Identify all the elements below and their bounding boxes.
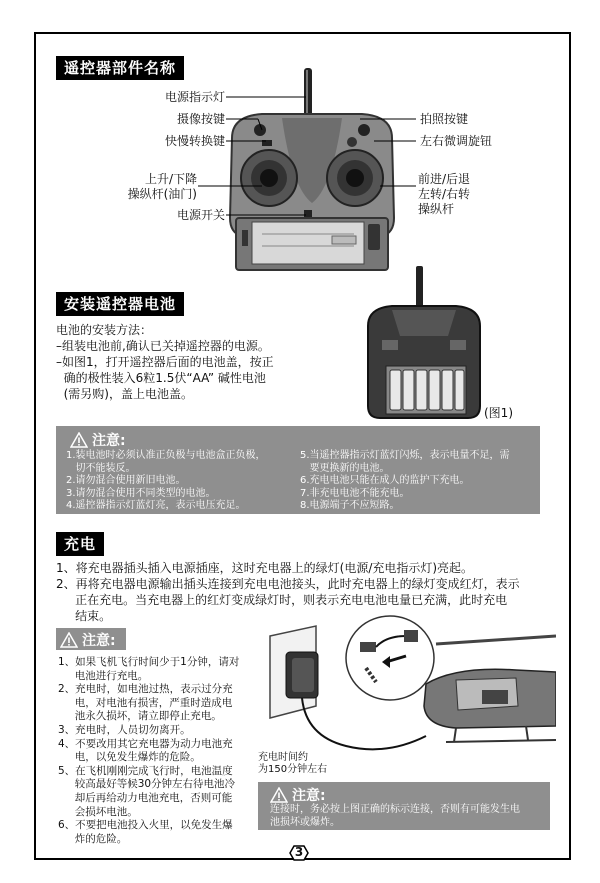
warning-icon: [270, 787, 288, 803]
charge-time-line2: 为150分钟左右: [258, 764, 328, 775]
section-title-remote-parts: 遥控器部件名称: [56, 56, 184, 80]
label-throttle-line2: 操纵杆(油门): [127, 187, 197, 201]
battery-line: 确的极性装入6粒1.5伏“AA” 碱性电池: [56, 371, 266, 385]
note-item: 3.请勿混合使用不同类型的电池。: [66, 487, 216, 499]
label-trim-knob: 左右微调旋钮: [420, 134, 493, 148]
charging-step: 正在充电。当充电器上的红灯变成绿灯时，则表示充电电池电量已充满，此时充电: [56, 593, 508, 607]
label-throttle-line1: 上升/下降: [144, 172, 197, 186]
note-item: 2、充电时，如电池过热，表示过分充: [58, 683, 233, 696]
note-title: 注意:: [292, 788, 326, 804]
section-title-battery-install: 安装遥控器电池: [56, 292, 184, 316]
battery-line: –如图1，打开遥控器后面的电池盖，按正: [56, 355, 274, 369]
charging-step: 1、将充电器插头插入电源插座，这时充电器上的绿灯(电源/充电指示灯)亮起。: [56, 561, 474, 575]
charging-step: 2、再将充电器电源输出插头连接到充电电池接头，此时充电器上的绿灯变成红灯，表示: [56, 577, 520, 591]
page-number: 3: [294, 845, 304, 859]
note-item: 要更换新的电池。: [300, 462, 390, 474]
label-power-switch: 电源开关: [176, 208, 225, 222]
note-item: 1.装电池时必须认准正负极与电池盒正负极，: [66, 450, 266, 461]
charging-note-header: [56, 628, 126, 650]
remote-back-battery-image: [362, 266, 486, 422]
warning-icon: [70, 432, 88, 448]
note-item: 4.遥控器指示灯蓝灯亮，表示电压充足。: [66, 500, 246, 511]
charge-time-line1: 充电时间约: [258, 752, 308, 763]
charger-helicopter-illustration: [256, 606, 556, 766]
note-heading: [270, 785, 326, 805]
label-camera-button: 摄像按键: [176, 112, 225, 126]
leader-lines: [0, 0, 600, 300]
warning-icon: [60, 632, 78, 648]
note-item: 电，以免发生爆炸的危险。: [58, 751, 201, 764]
battery-instructions: [56, 322, 296, 402]
note-item: 2.请勿混合使用新旧电池。: [66, 475, 186, 486]
note-item: 5、在飞机刚刚完成飞行时，电池温度: [58, 764, 233, 777]
note-item: 池永久损坏，请立即停止充电。: [58, 710, 222, 723]
note-item: 6、不要把电池投入火里，以免发生爆: [58, 819, 233, 832]
page-number-badge: [288, 844, 310, 862]
note-list-right: [300, 450, 536, 513]
note-title: 注意:: [92, 433, 126, 449]
label-photo-button: 拍照按键: [420, 112, 469, 126]
figure-caption: (图1): [484, 406, 513, 420]
label-power-light: 电源指示灯: [164, 90, 225, 104]
label-speed-switch: 快慢转换键: [164, 134, 225, 148]
label-direction-line1: 前进/后退: [418, 172, 471, 186]
connection-note-box: [258, 782, 550, 830]
battery-line: 电池的安装方法：: [56, 323, 153, 337]
note-item: 电，对电池有损害，严重时造成电: [58, 696, 233, 709]
note-item: 6.充电电池只能在成人的监护下充电。: [300, 475, 470, 486]
note-title: 注意:: [82, 633, 116, 649]
note-list-left: [66, 450, 298, 513]
connection-note-text: [270, 804, 520, 829]
note-line: 池损坏或爆炸。: [270, 816, 340, 828]
label-direction-line2: 左转/右转: [418, 187, 471, 201]
label-direction-line3: 操纵杆: [418, 202, 455, 216]
note-item: 4、不要改用其它充电器为动力电池充: [58, 737, 233, 750]
note-heading: [70, 430, 126, 450]
charging-step: 结束。: [56, 609, 112, 623]
note-item: 炸的危险。: [58, 832, 128, 845]
section-title-charging: 充电: [56, 532, 104, 556]
battery-note-box: [56, 426, 540, 514]
note-item: 5.当遥控器指示灯蓝灯闪烁，表示电量不足，需: [300, 450, 510, 461]
battery-line: (需另购)，盖上电池盖。: [56, 387, 193, 401]
note-item: 7.非充电电池不能充电。: [300, 487, 410, 499]
charging-note-list: [58, 656, 248, 846]
note-heading: [60, 630, 116, 650]
note-line: 连接时，务必按上图正确的标示连接，否则有可能发生电: [270, 804, 520, 815]
note-item: 却后再给动力电池充电，否则可能: [58, 791, 233, 804]
note-item: 8.电源端子不应短路。: [300, 500, 400, 511]
note-item: 会损坏电池。: [58, 805, 138, 818]
note-item: 1、如果飞机飞行时间少于1分钟，请对: [58, 656, 240, 668]
note-item: 切不能装反。: [66, 462, 136, 474]
note-item: 较高最好等候30分钟左右待电池冷: [58, 778, 236, 791]
battery-line: –组装电池前,确认已关掉遥控器的电源。: [56, 339, 270, 353]
note-item: 电池进行充电。: [58, 669, 149, 682]
note-item: 3、充电时，人员切勿离开。: [58, 723, 191, 736]
